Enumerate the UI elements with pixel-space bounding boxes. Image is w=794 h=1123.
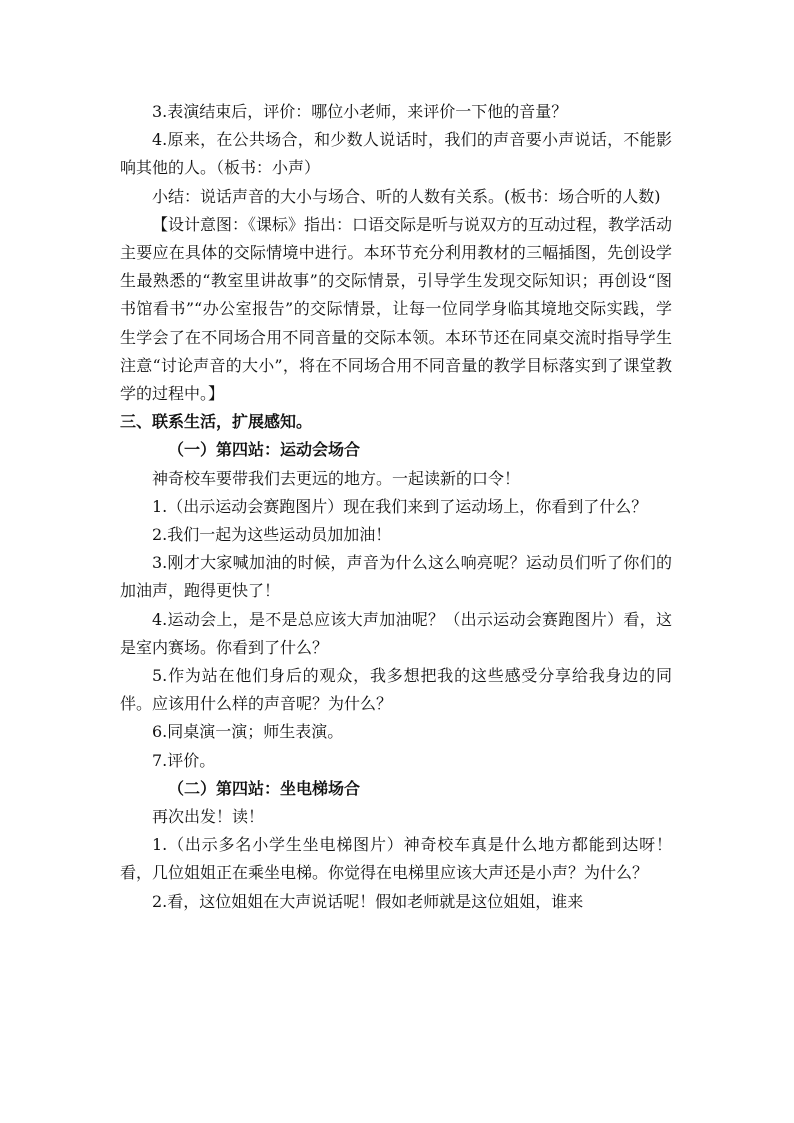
paragraph-public-speak-softly: 4.原来，在公共场合，和少数人说话时，我们的声音要小声说话，不能影响其他的人。（板书：小声） <box>120 130 672 178</box>
paragraph-sports-step-7: 7.评价。 <box>152 750 216 770</box>
paragraph-elevator-step-2: 2.看，这位姐姐在大声说话呢！假如老师就是这位姐姐，谁来 <box>152 891 584 911</box>
paragraph-sports-step-4: 4.运动会上，是不是总应该大声加油呢？（出示运动会赛跑图片）看，这是室内赛场。你看到了什么？ <box>120 609 672 657</box>
paragraph-sports-step-2: 2.我们一起为这些运动员加加油！ <box>152 525 392 545</box>
paragraph-design-intent: 【设计意图：《课标》指出：口语交际是听与说双方的互动过程，教学活动主要应在具体的交际情境中进行。本环节充分利用教材的三幅插图，先创设学生最熟悉的“教室里讲故事”的交际情景，引导学生发现交际知识；再创设“图书馆看书”“办公室报告”的交际情景，让每一位同学身临其境地交际实践，学生学会了在不同场合用不同音量的交际本领。本环节还在同桌交流时指导学生注意“讨论声音的大小”，将在不同场合用不同音量的教学目标落实到了课堂教学的过程中。】 <box>120 214 673 404</box>
paragraph-sports-step-6: 6.同桌演一演；师生表演。 <box>152 722 344 742</box>
paragraph-elevator-step-1: 1.（出示多名小学生坐电梯图片）神奇校车真是什么地方都能到达呀！看，几位姐姐正在乘坐电梯。你觉得在电梯里应该大声还是小声？为什么？ <box>120 835 672 883</box>
paragraph-sports-step-5: 5.作为站在他们身后的观众，我多想把我的这些感受分享给我身边的同伴。应该用什么样的声音呢？为什么？ <box>120 666 672 714</box>
paragraph-sports-step-3: 3.刚才大家喊加油的时候，声音为什么这么响亮呢？运动员们听了你们的加油声，跑得更快了！ <box>120 553 672 601</box>
paragraph-sports-step-1: 1.（出示运动会赛跑图片）现在我们来到了运动场上，你看到了什么？ <box>152 496 648 516</box>
section-heading-three: 三、联系生活，扩展感知。 <box>120 412 313 432</box>
document-body <box>120 98 672 916</box>
subheading-sports-meet: （一）第四站：运动会场合 <box>168 440 361 460</box>
paragraph-school-bus: 神奇校车要带我们去更远的地方。一起读新的口令！ <box>152 468 521 488</box>
subheading-elevator: （二）第四站：坐电梯场合 <box>168 778 361 798</box>
paragraph-summary: 小结：说话声音的大小与场合、听的人数有关系。(板书：场合听的人数) <box>152 186 661 206</box>
paragraph-depart-again: 再次出发！读！ <box>152 807 265 827</box>
paragraph-evaluate-volume: 3.表演结束后，评价：哪位小老师，来评价一下他的音量？ <box>152 102 568 121</box>
